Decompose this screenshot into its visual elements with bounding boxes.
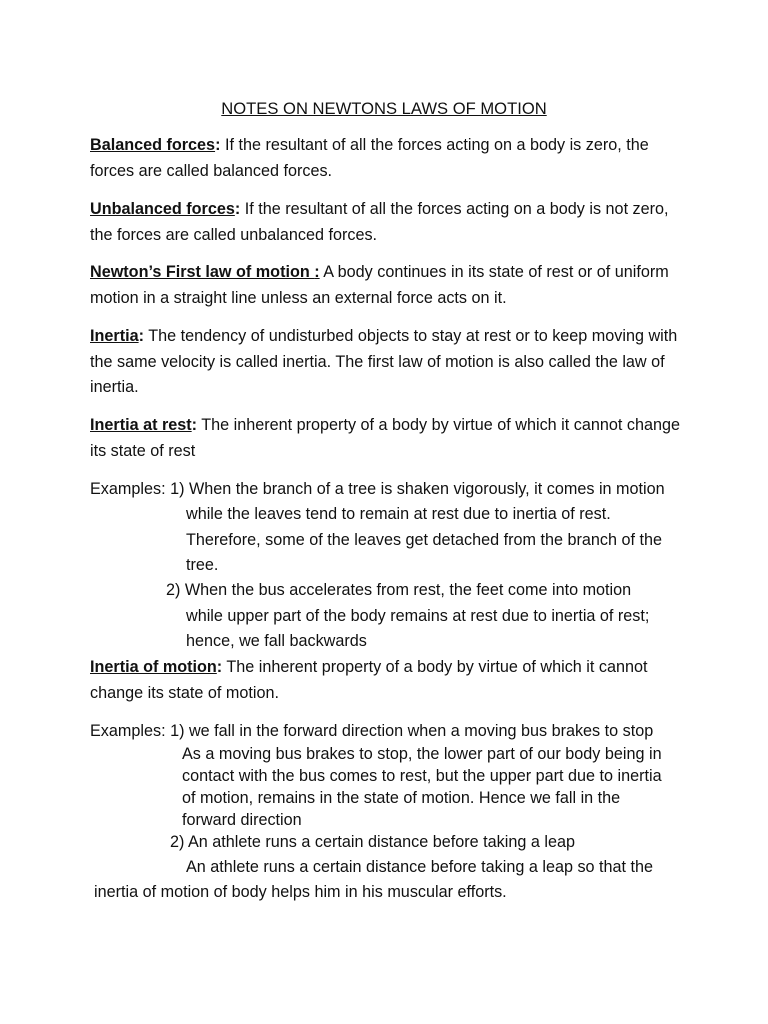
example-line: As a moving bus brakes to stop, the lower part of our body being in — [182, 745, 662, 763]
term-heading — [90, 263, 320, 281]
definition-text: If the resultant of all the forces acting on a body is zero, the forces are called balanced forces. — [90, 136, 649, 180]
definition-text: A body continues in its state of rest or of uniform motion in a straight line unless an external force acts on it. — [90, 263, 669, 307]
balanced-forces-paragraph — [90, 133, 680, 184]
first-law-paragraph — [90, 260, 680, 311]
example-line: tree. — [186, 556, 219, 574]
example-line: Examples: 1) When the branch of a tree is shaken vigorously, it comes in motion — [90, 480, 665, 498]
term-colon: : — [314, 263, 320, 281]
example-line: 2) An athlete runs a certain distance before taking a leap — [170, 833, 575, 851]
example-line: Therefore, some of the leaves get detached from the branch of the — [186, 531, 663, 549]
example-line: while upper part of the body remains at rest due to inertia of rest; — [186, 607, 650, 625]
example-line: of motion, remains in the state of motion. Hence we fall in the — [182, 789, 621, 807]
example-line: forward direction — [182, 811, 302, 829]
term-label: Unbalanced forces — [90, 200, 235, 218]
example-line: hence, we fall backwards — [186, 632, 367, 650]
term-label: Inertia of motion — [90, 658, 217, 676]
term-label: Inertia — [90, 327, 139, 345]
term-heading — [90, 200, 240, 218]
unbalanced-forces-paragraph — [90, 197, 680, 248]
example-line: Examples: 1) we fall in the forward direction when a moving bus brakes to stop — [90, 722, 654, 740]
term-colon: : — [215, 136, 221, 154]
example-line: while the leaves tend to remain at rest due to inertia of rest. — [186, 505, 611, 523]
term-label: Balanced forces — [90, 136, 216, 154]
term-label: Newton’s First law of motion — [90, 263, 315, 281]
inertia-paragraph — [90, 324, 680, 401]
term-colon: : — [138, 327, 144, 345]
inertia-of-motion-paragraph — [90, 655, 680, 706]
example-line: An athlete runs a certain distance before taking a leap so that the — [186, 858, 654, 876]
page-title: NOTES ON NEWTONS LAWS OF MOTION — [221, 99, 547, 118]
definition-text: The inherent property of a body by virtue of which it cannot change its state of motion. — [90, 658, 648, 702]
inertia-at-rest-paragraph — [90, 413, 680, 464]
term-colon: : — [234, 200, 241, 218]
example-line: inertia of motion of body helps him in his muscular efforts. — [94, 883, 507, 901]
definition-text: The inherent property of a body by virtue of which it cannot change its state of rest — [90, 416, 680, 460]
term-heading — [90, 327, 144, 345]
term-colon: : — [216, 658, 223, 676]
term-heading — [90, 136, 220, 154]
example-line: 2) When the bus accelerates from rest, the feet come into motion — [166, 581, 632, 599]
term-label: Inertia at rest — [90, 416, 192, 434]
term-heading — [90, 658, 222, 676]
term-colon: : — [191, 416, 198, 434]
definition-text: The tendency of undisturbed objects to stay at rest or to keep moving with the same velocity is called inertia. The first law of motion is also called the law of inertia. — [90, 327, 678, 396]
example-line: contact with the bus comes to rest, but the upper part due to inertia — [182, 767, 662, 785]
definition-text: If the resultant of all the forces acting on a body is not zero, the forces are called unbalanced forces. — [90, 200, 669, 244]
term-heading — [90, 416, 197, 434]
